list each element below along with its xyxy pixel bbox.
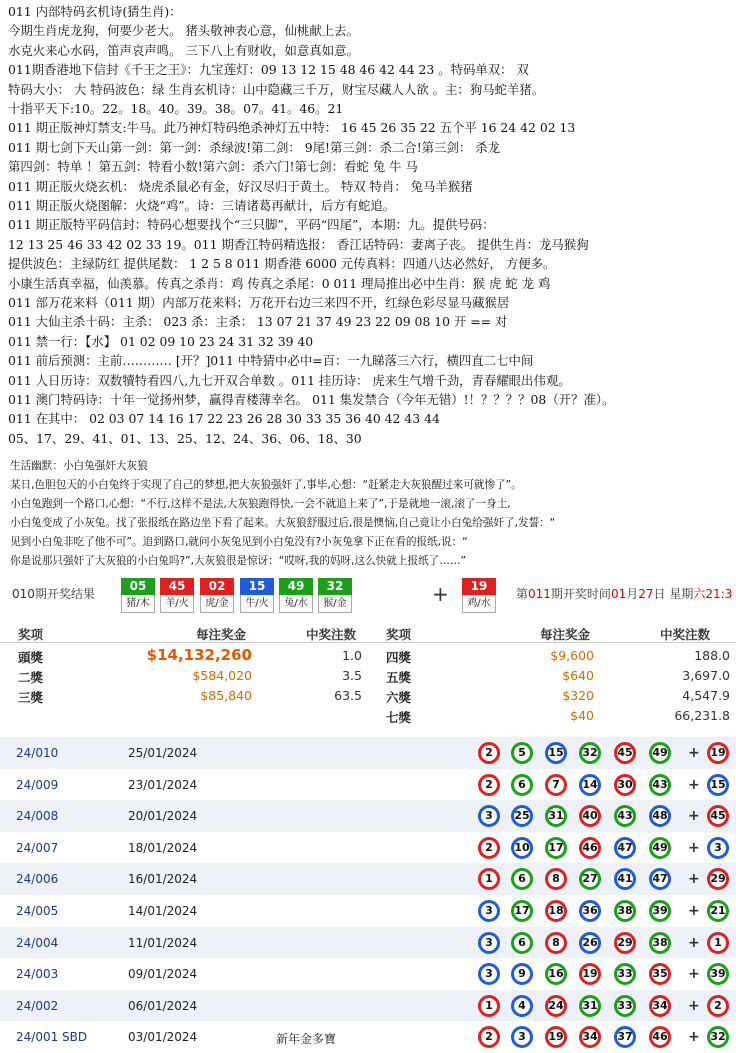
history-ball: 17 [511, 900, 533, 922]
draw-ball-number: 02 [200, 578, 234, 595]
history-ball: 49 [649, 837, 671, 859]
prize-name: 頭獎 [18, 650, 44, 665]
right-header-prize: 奖项 [386, 627, 412, 642]
history-ball: 31 [545, 805, 567, 827]
poem-line: 011 期七剑下天山第一剑：第一剑：杀绿波!第二剑： 9尾!第三剑：杀二合!第三剑： 杀龙 [8, 139, 500, 155]
history-ball: 3 [478, 900, 500, 922]
history-ball: 25 [511, 805, 533, 827]
history-ball: 19 [579, 963, 601, 985]
draw-ball-zodiac: 猪/木 [121, 595, 155, 613]
poem-line: 水克火来心水码，笛声哀声鸣。 三下八上有财收，如意真如意。 [8, 42, 359, 58]
special-ball [462, 578, 496, 613]
prize-count: 66,231.8 [674, 708, 730, 723]
draw-ball-number: 45 [160, 578, 194, 595]
poem-section [0, 0, 736, 458]
history-ball: 40 [579, 805, 601, 827]
history-row [0, 927, 736, 959]
history-ball: 29 [614, 932, 636, 954]
history-ball: 8 [545, 932, 567, 954]
prize-table [0, 622, 736, 728]
joke-story-section [0, 458, 736, 576]
prize-name: 五獎 [386, 670, 412, 685]
prize-count: 1.0 [342, 648, 362, 663]
history-ball: 19 [545, 1026, 567, 1048]
poem-line: 011期香港地下信封《千王之王》：九宝莲灯：09 13 12 15 48 46 42 44 23 。特码单双： 双 [8, 62, 529, 78]
history-row [0, 958, 736, 990]
history-ball: 32 [579, 742, 601, 764]
prize-name: 七獎 [386, 710, 412, 725]
history-plus: + [688, 808, 700, 825]
story-line: 某日,色胆包天的小白兔终于实现了自己的梦想,把大灰狼强奸了,事毕,心想：“赶紧走大灰狼醒过来可就惨了”。 [10, 479, 522, 491]
poem-line: 011 澳门特码诗：十年一觉扬州梦，赢得青楼薄幸名。 011 集发禁合（今年无错）!！？？？？08（开？准）。 [8, 392, 615, 407]
history-ball: 17 [545, 837, 567, 859]
poem-line: 011 在其中： 02 03 07 14 16 17 22 23 26 28 30 33 35 36 40 42 43 44 [8, 411, 440, 427]
left-header-count: 中奖注数 [306, 627, 357, 642]
history-row [0, 737, 736, 769]
history-ball: 2 [478, 837, 500, 859]
history-ball: 2 [478, 742, 500, 764]
history-special-ball: 21 [707, 900, 729, 922]
prize-count: 3,697.0 [682, 668, 730, 683]
poem-line: 011 期正版神灯禁支:牛马。此乃神灯特码绝杀神灯五中特： 16 45 26 35 22 五个平 16 24 42 02 13 [8, 120, 576, 136]
history-ball: 27 [579, 868, 601, 890]
story-line: 你是说那只强奸了大灰狼的小白兔吗?”,大灰狼很是惊讶：“哎呀,我的妈呀,这么快就上报纸了……” [10, 555, 466, 567]
poem-line: 第四剑：特单 ！第五剑：特看小数!第六剑：杀六门!第七剑：看蛇 兔 牛 马 [8, 159, 418, 175]
history-ball: 45 [614, 742, 636, 764]
history-period[interactable]: 24/007 [16, 840, 59, 855]
history-plus: + [688, 1029, 700, 1046]
draw-title: 010期开奖结果 [12, 587, 95, 601]
history-date: 20/01/2024 [128, 809, 198, 824]
history-date: 23/01/2024 [128, 777, 198, 792]
draw-ball [318, 578, 352, 613]
history-special-ball: 1 [707, 932, 729, 954]
story-line: 小白兔跑到一个路口,心想：“不行,这样不是法,大灰狼跑得快,一会不就追上来了”,于是就地一滚,滚了一身土, [10, 498, 511, 510]
poem-line: 011 禁一行：【水】 01 02 09 10 23 24 31 32 39 40 [8, 333, 314, 349]
poem-line: 011 部万花来料（011 期）内部万花来料；万花开右边三来四不开，红绿色彩尽显马藏猴居 [8, 295, 510, 310]
history-ball: 7 [545, 774, 567, 796]
history-special-ball: 15 [707, 774, 729, 796]
left-header-prize: 奖项 [18, 627, 44, 642]
prize-count: 4,547.9 [682, 688, 730, 703]
history-ball: 2 [478, 1026, 500, 1048]
poem-line: 011 大仙主杀十码：主杀： 023 杀：主杀： 13 07 21 37 49 23 22 09 08 10 开 == 对 [8, 314, 508, 330]
history-date: 18/01/2024 [128, 840, 198, 855]
right-header-amount: 每注奖金 [540, 627, 591, 642]
history-ball: 3 [478, 805, 500, 827]
history-special-ball: 3 [707, 837, 729, 859]
poem-line: 十指平天下:10。22。18。40。39。38。07。41。46。21 [8, 101, 344, 116]
history-period[interactable]: 24/008 [16, 809, 59, 824]
history-plus: + [688, 776, 700, 793]
history-ball: 47 [649, 868, 671, 890]
draw-ball-zodiac: 牛/火 [240, 595, 274, 613]
special-ball-number: 19 [462, 578, 496, 595]
poem-line: 12 13 25 46 33 42 02 33 19。011 期香江特码精选报： 香江话特码：妻离子丧。 提供生肖：龙马猴狗 [8, 236, 589, 252]
left-header-amount: 每注奖金 [196, 627, 247, 642]
history-ball: 33 [614, 995, 636, 1017]
history-plus: + [688, 839, 700, 856]
prize-header-divider [0, 642, 736, 643]
history-ball: 6 [511, 774, 533, 796]
story-title: 生活幽默：小白兔强奸大灰狼 [10, 460, 148, 472]
history-special-ball: 45 [707, 805, 729, 827]
history-ball: 46 [649, 1026, 671, 1048]
history-special-ball: 39 [707, 963, 729, 985]
history-ball: 1 [478, 868, 500, 890]
poem-line: 011 人日历诗：双数犢特看四八,九七开双合单数 。011 挂历诗： 虎来生气增千劲，青春耀眼出伟观。 [8, 372, 571, 388]
story-line: 见到小白兔非吃了他不可”。追到路口,就问小灰兔见到小白兔没有?小灰兔拿下正在看的报纸,说：“ [10, 536, 468, 548]
history-period[interactable]: 24/005 [16, 904, 59, 918]
draw-ball-zodiac: 猴/金 [318, 595, 352, 613]
history-plus: + [688, 966, 700, 983]
history-plus: + [688, 871, 700, 888]
history-ball: 1 [478, 995, 500, 1017]
history-ball: 47 [614, 837, 636, 859]
draw-ball [121, 578, 155, 613]
history-plus: + [688, 903, 700, 919]
prize-amount: $9,600 [550, 648, 594, 663]
history-special-ball: 29 [707, 868, 729, 890]
history-ball: 24 [545, 995, 567, 1017]
history-period[interactable]: 24/010 [16, 746, 59, 760]
prize-name: 四獎 [386, 650, 412, 665]
history-ball: 3 [511, 1026, 533, 1048]
prize-name: 三獎 [18, 690, 44, 705]
draw-ball-zodiac: 羊/火 [160, 595, 194, 613]
history-ball: 34 [649, 995, 671, 1017]
poem-line: 小康生活真幸福，仙羡慕。传真之杀肖：鸡 传真之杀尾：0 011 理局推出必中生肖：猴 虎 蛇 龙 鸡 [8, 275, 551, 291]
next-draw-info: 第011期开奖时间01月27日 星期六21:3 [516, 587, 733, 601]
history-ball: 6 [511, 868, 533, 890]
prize-count: 63.5 [334, 688, 362, 703]
history-ball: 31 [579, 995, 601, 1017]
history-ball: 26 [579, 932, 601, 954]
draw-ball-zodiac: 兔/水 [279, 595, 313, 613]
history-ball: 18 [545, 900, 567, 922]
poem-line: 011 期正版特平码信封：特码心想要找个“三只脚”，平码“四尾”，本期：九。提供号码： [8, 217, 495, 233]
history-ball: 38 [649, 932, 671, 954]
history-ball: 15 [545, 742, 567, 764]
history-ball: 2 [478, 774, 500, 796]
history-ball: 38 [614, 900, 636, 922]
history-row [0, 990, 736, 1022]
history-date: 16/01/2024 [128, 872, 198, 887]
story-line: 小白兔变成了小灰兔。找了张报纸在路边坐下看了起来。大灰狼舒服过后,很是懊恼,自己竟让小白兔给强奸了,发誓：“ [10, 517, 556, 529]
poem-line: 011 内部特码玄机诗(猜生肖)： [8, 4, 182, 19]
prize-amount: $40 [570, 708, 594, 723]
history-row [0, 895, 736, 927]
history-special-ball: 2 [707, 995, 729, 1017]
history-period[interactable]: 24/003 [16, 967, 59, 982]
history-date: 03/01/2024 [128, 1030, 198, 1045]
history-plus: + [688, 997, 700, 1014]
special-ball-zodiac: 鸡/水 [462, 595, 496, 613]
history-ball: 3 [478, 963, 500, 985]
plus-sign: + [432, 582, 449, 606]
history-period[interactable]: 24/006 [16, 872, 59, 887]
history-special-ball: 19 [707, 742, 729, 764]
history-period[interactable]: 24/002 [16, 998, 59, 1013]
history-ball: 48 [649, 805, 671, 827]
history-special-ball: 32 [707, 1026, 729, 1048]
history-ball: 41 [614, 868, 636, 890]
right-header-count: 中奖注数 [660, 627, 711, 642]
history-ball: 43 [649, 774, 671, 796]
prize-amount: $14,132,260 [146, 646, 252, 664]
history-period[interactable]: 24/004 [16, 935, 59, 950]
history-ball: 8 [545, 868, 567, 890]
draw-ball-number: 32 [318, 578, 352, 595]
history-date: 09/01/2024 [128, 967, 198, 982]
draw-ball [200, 578, 234, 613]
prize-amount: $584,020 [192, 668, 252, 683]
history-ball: 14 [579, 774, 601, 796]
draw-ball [279, 578, 313, 613]
history-row [0, 769, 736, 801]
history-date: 25/01/2024 [128, 746, 198, 760]
prize-name: 六獎 [386, 690, 412, 705]
history-period[interactable]: 24/001 SBD [16, 1030, 88, 1045]
history-ball: 37 [614, 1026, 636, 1048]
history-plus: + [688, 934, 700, 951]
history-plus: + [688, 745, 700, 761]
draw-ball [160, 578, 194, 613]
draw-ball-number: 15 [240, 578, 274, 595]
history-row [0, 863, 736, 895]
history-ball: 34 [579, 1026, 601, 1048]
history-ball: 35 [649, 963, 671, 985]
history-period[interactable]: 24/009 [16, 777, 59, 792]
history-row [0, 800, 736, 832]
draw-result-bar [0, 578, 736, 618]
history-date: 06/01/2024 [128, 998, 198, 1013]
draw-ball-number: 49 [279, 578, 313, 595]
history-row [0, 832, 736, 864]
draw-ball [240, 578, 274, 613]
poem-line: 011 期正版火烧玄机： 烧虎杀鼠必有金，好汉尽归于黄土。 特双 特肖： 兔马羊猴猪 [8, 178, 473, 194]
history-date: 11/01/2024 [128, 935, 198, 950]
history-ball: 43 [614, 805, 636, 827]
prize-amount: $320 [562, 688, 594, 703]
history-ball: 39 [649, 900, 671, 922]
history-ball: 33 [614, 963, 636, 985]
history-ball: 46 [579, 837, 601, 859]
draw-ball-zodiac: 虎/金 [200, 595, 234, 613]
poem-line: 011 前后预测：主前………… [开？]011 中特猜中必中=百：一九睇落三六行，横四直二七中间 [8, 353, 534, 369]
history-ball: 6 [511, 932, 533, 954]
history-ball: 16 [545, 963, 567, 985]
poem-line: 特码大小： 大 特码波色：绿 生肖玄机诗：山中隐藏三千万，财宝尽藏人人欲 。主：狗马蛇羊猪。 [8, 81, 545, 97]
history-date: 14/01/2024 [128, 904, 198, 918]
draw-ball-number: 05 [121, 578, 155, 595]
poem-line: 今期生肖虎龙狗，何要少老大。 猪头敬神表心意，仙桃献上去。 [8, 23, 359, 39]
history-row [0, 1021, 736, 1053]
history-ball: 5 [511, 742, 533, 764]
prize-name: 二獎 [18, 670, 44, 685]
prize-count: 188.0 [694, 648, 730, 663]
prize-amount: $640 [562, 668, 594, 683]
history-note: 新年金多寶 [276, 1032, 337, 1047]
poem-line: 提供波色：主绿防红 提供尾数： 1 2 5 8 011 期香港 6000 元传真料：四通八达必然好， 方便多。 [8, 256, 556, 272]
poem-line: 011 期正版火烧图解：火烧“鸡”。诗：三请诸葛再献计，后方有蛇追。 [8, 198, 396, 213]
history-ball: 49 [649, 742, 671, 764]
history-ball: 4 [511, 995, 533, 1017]
prize-amount: $85,840 [200, 688, 252, 703]
history-ball: 30 [614, 774, 636, 796]
prize-count: 3.5 [342, 668, 362, 683]
history-ball: 36 [579, 900, 601, 922]
poem-line: 05、17、29、41、01、13、25、12、24、36、06、18、30 [8, 430, 362, 446]
history-ball: 10 [511, 837, 533, 859]
history-ball: 3 [478, 932, 500, 954]
history-ball: 9 [511, 963, 533, 985]
